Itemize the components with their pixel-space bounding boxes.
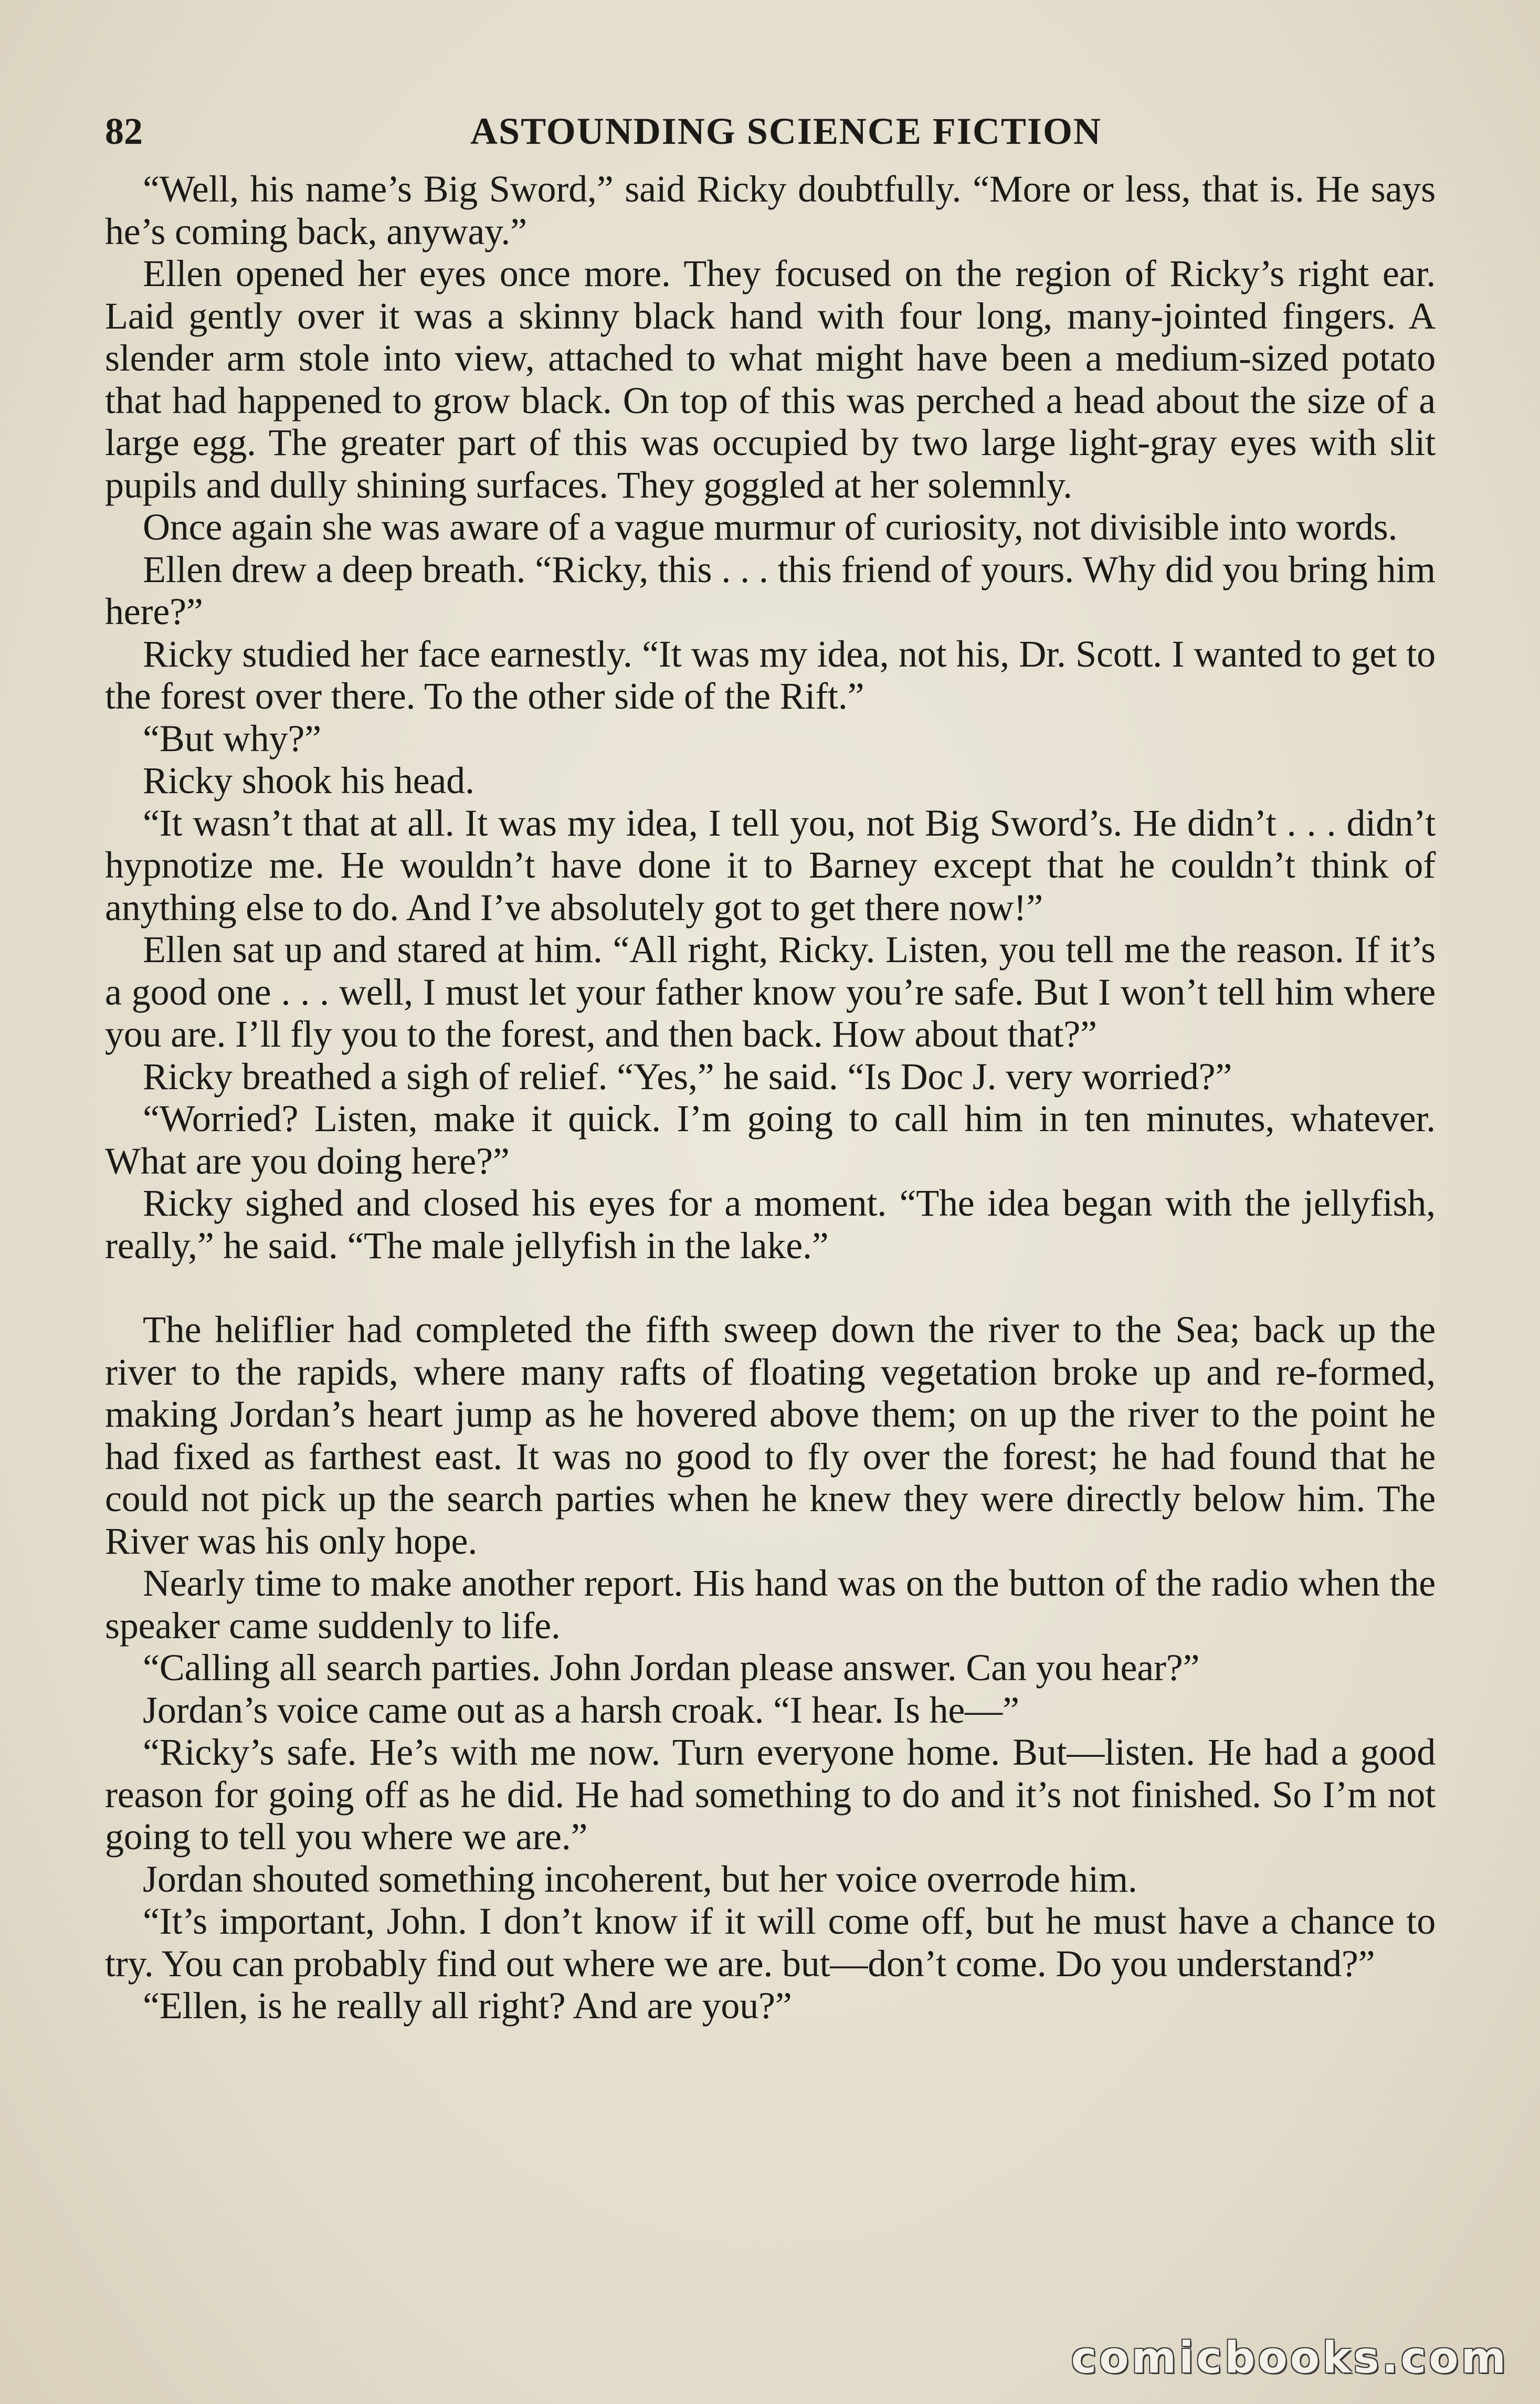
watermark-logo: comicbooks.com	[1071, 2333, 1509, 2383]
book-page	[105, 105, 1436, 2027]
paragraph: Jordan shouted something incoherent, but her voice overrode him.	[143, 1858, 1137, 1900]
paragraph: “But why?”	[143, 717, 321, 760]
body-text	[105, 168, 1436, 2027]
paragraph: “Well, his name’s Big Sword,” said Ricky doubtfully. “More or less, that is. He says he’s coming back, anyway.”	[105, 168, 1436, 252]
paragraph: The heliflier had completed the fifth sweep down the river to the Sea; back up the river to the rapids, where many rafts of floating vegetation broke up and re-formed, making Jordan’s heart jump as he hovered above them; on up the river to the point he had fixed as farthest east. It was no good to fly over the forest; he had found that he could not pick up the search parties when he knew they were directly below him. The River was his only hope.	[105, 1309, 1436, 1562]
paragraph: Once again she was aware of a vague murmur of curiosity, not divisible into words.	[143, 506, 1398, 548]
paragraph: Ellen opened her eyes once more. They focused on the region of Ricky’s right ear. Laid gently over it was a skinny black hand with four long, many-jointed fingers. A slender arm stole into view, attached to what might have been a medium-sized potato that had happened to grow black. On top of this was perched a head about the size of a large egg. The greater part of this was occupied by two large light-gray eyes with slit pupils and dully shining surfaces. They goggled at her solemnly.	[105, 252, 1436, 506]
page-number: 82	[105, 110, 143, 152]
paragraph: Ricky studied her face earnestly. “It was my idea, not his, Dr. Scott. I wanted to get to the forest over there. To the other side of the Rift.”	[105, 632, 1436, 717]
paragraph: “Ellen, is he really all right? And are you?”	[143, 1985, 792, 2027]
running-title: ASTOUNDING SCIENCE FICTION	[470, 110, 1102, 152]
paragraph: “It’s important, John. I don’t know if it will come off, but he must have a chance to try. You can probably find out where we are. but—don’t come. Do you understand?”	[105, 1900, 1436, 1985]
paragraph: Ellen drew a deep breath. “Ricky, this . . . this friend of yours. Why did you bring him here?”	[105, 548, 1436, 632]
page-header	[105, 105, 1436, 157]
paragraph: Ricky shook his head.	[143, 760, 474, 802]
paragraph: Ellen sat up and stared at him. “All right, Ricky. Listen, you tell me the reason. If it’s a good one . . . well, I must let your father know you’re safe. But I won’t tell him where you are. I’ll fly you to the forest, and then back. How about that?”	[105, 929, 1436, 1055]
paragraph: “Worried? Listen, make it quick. I’m going to call him in ten minutes, whatever. What are you doing here?”	[105, 1098, 1436, 1182]
paragraph: Ricky breathed a sigh of relief. “Yes,” he said. “Is Doc J. very worried?”	[143, 1055, 1232, 1098]
paragraph: “Calling all search parties. John Jordan please answer. Can you hear?”	[143, 1647, 1200, 1689]
paragraph: Nearly time to make another report. His hand was on the button of the radio when the speaker came suddenly to life.	[105, 1562, 1436, 1647]
paragraph: “Ricky’s safe. He’s with me now. Turn everyone home. But—listen. He had a good reason for going off as he did. He had something to do and it’s not finished. So I’m not going to tell you where we are.”	[105, 1731, 1436, 1858]
paragraph: Jordan’s voice came out as a harsh croak. “I hear. Is he—”	[143, 1689, 1019, 1731]
paragraph: Ricky sighed and closed his eyes for a moment. “The idea began with the jellyfish, really,” he said. “The male jellyfish in the lake.”	[105, 1182, 1436, 1267]
paragraph: “It wasn’t that at all. It was my idea, I tell you, not Big Sword’s. He didn’t . . . didn’t hypnotize me. He wouldn’t have done it to Barney except that he couldn’t think of anything else to do. And I’ve absolutely got to get there now!”	[105, 802, 1436, 929]
section-break	[105, 1267, 1436, 1309]
